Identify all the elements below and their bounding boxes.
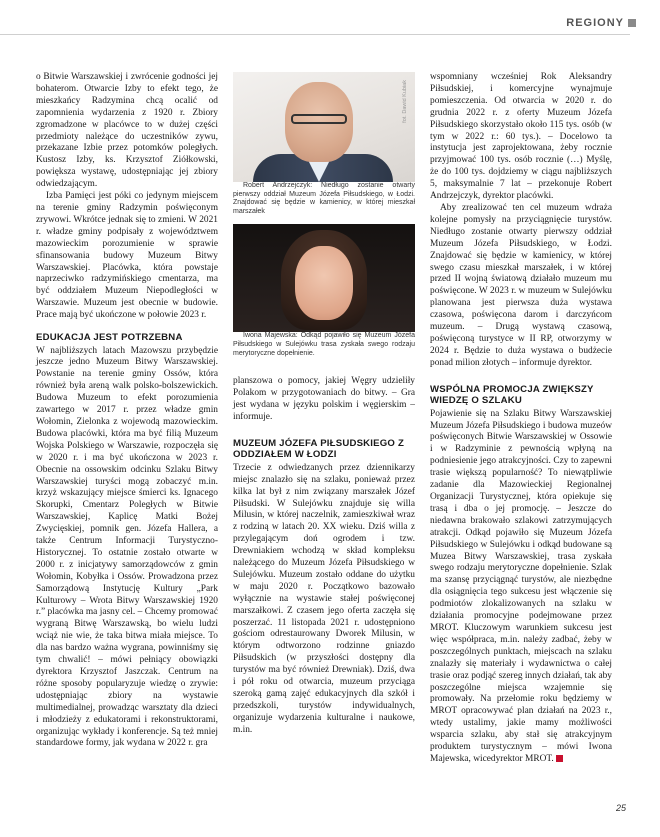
paragraph: planszowa o pomocy, jakiej Węgry udzieliły Polakom w przygotowaniach do bitwy. – Gra jest wydana w języku polskim i węgierskim – informuje. xyxy=(233,376,415,422)
paragraph xyxy=(430,409,612,766)
portrait-glasses xyxy=(291,114,347,124)
paragraph: Trzecie z odwiedzanych przez dziennikarzy miejsc znalazło się na szlaku, ponieważ przez kilka lat był z nim związany marszałek Józef Piłsudski. W Sulejówku znajduje się willa Milusin, w której naczelnik, zamieszkiwał wraz z rodziną w latach 20. XX wieku. Dziś willa z przylegającym doń ogrodem i tzw. Drewniakiem wchodzą w skład kompleksu należącego do Muzeum Józefa Piłsudskiego w Sulejówku. Muzeum zostało oddane do użytku w maju 2020 r. Początkowo bazowało wyłącznie na wystawie stałej poświęconej marszałkowi. Z czasem jego oferta zaczęła się poszerzać. 11 listopada 2021 r. udostępniono gościom odrestaurowany Dworek Milusin, w którym odtworzono rodzinne gniazdo Piłsudskich (w przyszłości dostępny dla turystów ma być również Drewniak). Dziś, dwa i pół roku od otwarcia, muzeum przyciąga szeroką gamą zajęć edukacyjnych dla szkół i przedszkoli, turystów indywidualnych, organizuje wydarzenia kulturalne i naukowe, m.in. xyxy=(233,462,415,735)
photo-credit: fot. Dawid Kubiak xyxy=(402,80,409,123)
paragraph: Izba Pamięci jest póki co jedynym miejscem na terenie gminy Radzymin poświęconym zrywowi. Wkrótce jednak się to zmieni. W 2021 r. władze gminy podpisały z województwem mazowieckim porozumienie w sprawie sfinansowania budowy Muzeum Bitwy Warszawskiej. Placówka, która powstaje naprzeciwko radzymińskiego cmentarza, ma być oddziałem Muzeum Niepodległości w Warszawie. Muzeum jest obecnie w budowie. Prace mają być ukończone w połowie 2023 r. xyxy=(36,191,218,321)
section-heading: EDUKACJA JEST POTRZEBNA xyxy=(36,332,183,344)
paragraph: wspomniany wcześniej Rok Aleksandry Piłsudskiej, i komercyjne wynajmuje pomieszczenia. Od otwarcia w 2020 r. do grudnia 2022 r. z oferty Muzeum Józefa Piłsudskiego skorzystało około 115 tys. osób (w tym w 2022 r.: 60 tys.). – Docelowo ta instytucja jest zaprojektowana, żeby rocznie przyjmować 100 tys. osób rocznie (…) Myślę, że do 100 tys. dojdziemy w ciągu najbliższych 5, maksymalnie 7 lat – przekonuje Robert Andrzejczyk, dyrektor placówki. xyxy=(430,72,612,202)
page-number: 25 xyxy=(616,803,627,813)
end-of-article-icon xyxy=(556,755,563,762)
photo-caption: Robert Andrzejczyk: Niedługo zostanie otwarty pierwszy oddział Muzeum Józefa Piłsudskiego, w Łodzi. Znajdować się będzie w kamienicy, w której mieszkał marszałek xyxy=(233,182,415,215)
section-label: REGIONY xyxy=(566,17,624,29)
portrait-face xyxy=(295,246,353,320)
section-heading: WSPÓLNA PROMOCJA ZWIĘKSZY WIEDZĘ O SZLAKU xyxy=(430,383,594,407)
header-rule xyxy=(0,34,630,35)
photo-caption: Iwona Majewska: Odkąd pojawiło się Muzeum Józefa Piłsudskiego w Sulejówku trasa zyskała swego rodzaju merytoryczne dopełnienie. xyxy=(233,332,415,357)
column-2 xyxy=(233,72,415,737)
column-3 xyxy=(430,72,612,766)
paragraph: o Bitwie Warszawskiej i zwrócenie godności jej bohaterom. Otwarcie Izby to efekt tego, że mieszkańcy Radzymina chcą ocalić od zapomnienia wydarzenia z 1920 r. Zbiory zgromadzone w placówce to w dużej części przedmioty należące do uczestników zywu, przekazane Izbie przez potomków poległych. Kustosz Izby, ks. Krzysztof Ziółkowski, powiększa wystawę, udostępniając jej zbiory odwiedzającym. xyxy=(36,72,218,190)
section-square-icon xyxy=(628,19,636,27)
photo-robert-andrzejczyk xyxy=(233,72,415,182)
photo-iwona-majewska xyxy=(233,224,415,332)
paragraph: Aby zrealizować ten cel muzeum wdraża kolejne pomysły na przyciągnięcie turystów. Niedługo zostanie otwarty pierwszy oddział Muzeum Józefa Piłsudskiego, w Łodzi. Znajdować się będzie w kamienicy, w której swego czasu mieszkał marszałek, i w której przed II wojną światową działało muzeum mu poświęcone. W 2023 r. w muzeum w Sulejówku planowana jest pierwsza duża wystawa czasowa, poświęcona darom i darczyńcom muzeum. – Drugą wystawą czasową, poświęconą turystyce w II RP, otworzymy w 2024 r. Będzie to duża wystawa o budżecie ponad milion złotych – informuje dyrektor. xyxy=(430,202,612,368)
section-heading: MUZEUM JÓZEFA PIŁSUDSKIEGO Z ODDZIAŁEM W ŁODZI xyxy=(233,437,405,461)
paragraph: W najbliższych latach Mazowszu przybędzie jeszcze jedno Muzeum Bitwy Warszawskiej. Powstanie na terenie gminy Ossów, która również była areną walk polsko-bolszewickich. Budowa Muzeum to efekt porozumienia zawartego w 2017 r. przez władze gmin Wołomin, Zielonka z wojewodą mazowieckim. Budowa placówki, która ma być filią Muzeum Wojska Polskiego w Warszawie, rozpoczęła się w 2020 r. i ma być ukończona w 2023 r. Obecnie na ossowskim odcinku Szlaku Bitwy Warszawskiej turyści mogą zobaczyć m.in. krzyż wskazujący miejsce śmierci ks. Ignacego Skorupki, Cmentarz Poległych w Bitwie Warszawskiej, Kaplicę Matki Bożej Zwycięskiej, pomnik gen. Józefa Hallera, a także Centrum Informacji Turystyczno-Historycznej. To ostatnie zostało otwarte w 2000 r. z inicjatywy samorządowców z gmin Wołomin, Kobyłka i Ossów. Prowadzona przez Samorządową Instytucję Kultury „Park Kulturowy – Wrota Bitwy Warszawskiej 1920 r.” placówka ma jasny cel. – Chcemy promować wygraną Bitwę Warszawską, bo wielu ludzi wciąż nie wie, że taka bitwa miała miejsce. To dla nas bardzo ważna wygrana, powinniśmy się tym chwalić! – mówi pełniący obowiązki dyrektora Krzysztof Jaszczak. Centrum na różne sposoby popularyzuje wiedzę o zrywie: udostępniając zbiory na wystawie multimedialnej, prowadząc warsztaty dla dzieci i młodzieży z edukatorami i rekonstruktorami, organizując wykłady i konferencje. Są też mniej standardowe formy, jak wydana w 2022 r. gra xyxy=(36,345,218,749)
paragraph-text: Pojawienie się na Szlaku Bitwy Warszawskiej Muzeum Józefa Piłsudskiego i budowa muzeów poświęconych Bitwie Warszawskiej w Ossowie i w Radzyminie z pewnością wpłyną na podniesienie jego atrakcyjności. Czy to zapewni trasie większą popularność? To niewątpliwie zadanie dla Mazowieckiej Regionalnej Organizacji Turystycznej, która opiekuje się trasą i dba o jej promocję. – Jeszcze do niedawna brakowało szlakowi zatrzymujących atrakcji. Odkąd pojawiło się Muzeum Józefa Piłsudskiego w Sulejówku i odkąd budowane są Muzea Bitwy Warszawskiej, trasa zyskała swego rodzaju merytoryczne dopełnienie. Szlak ma szansę przyciągnąć turystów, ale niezbędne dla osiągnięcia tego sukcesu jest włączenie się podmiotów zlokalizowanych na szlaku w działania promocyjne podejmowane przez MROT. Kluczowym warunkiem sukcesu jest więc współpraca, m.in. należy zadbać, żeby w poszczególnych punktach, miejscach na szlaku znalazły się materiały i wydawnictwa o całej trasie oraz podjąć szereg innych działań, tak aby poszczególne miejsca wzajemnie się promowały. Na przełomie roku będziemy w MROT opracowywać plan działań na 2023 r., wtedy ustalimy, jakie mamy możliwości wsparcia szlaku, aby stał się atrakcyjnym produktem turystycznym – mówi Iwona Majewska, wicedyrektor MROT. xyxy=(430,408,612,764)
column-1 xyxy=(36,72,218,750)
